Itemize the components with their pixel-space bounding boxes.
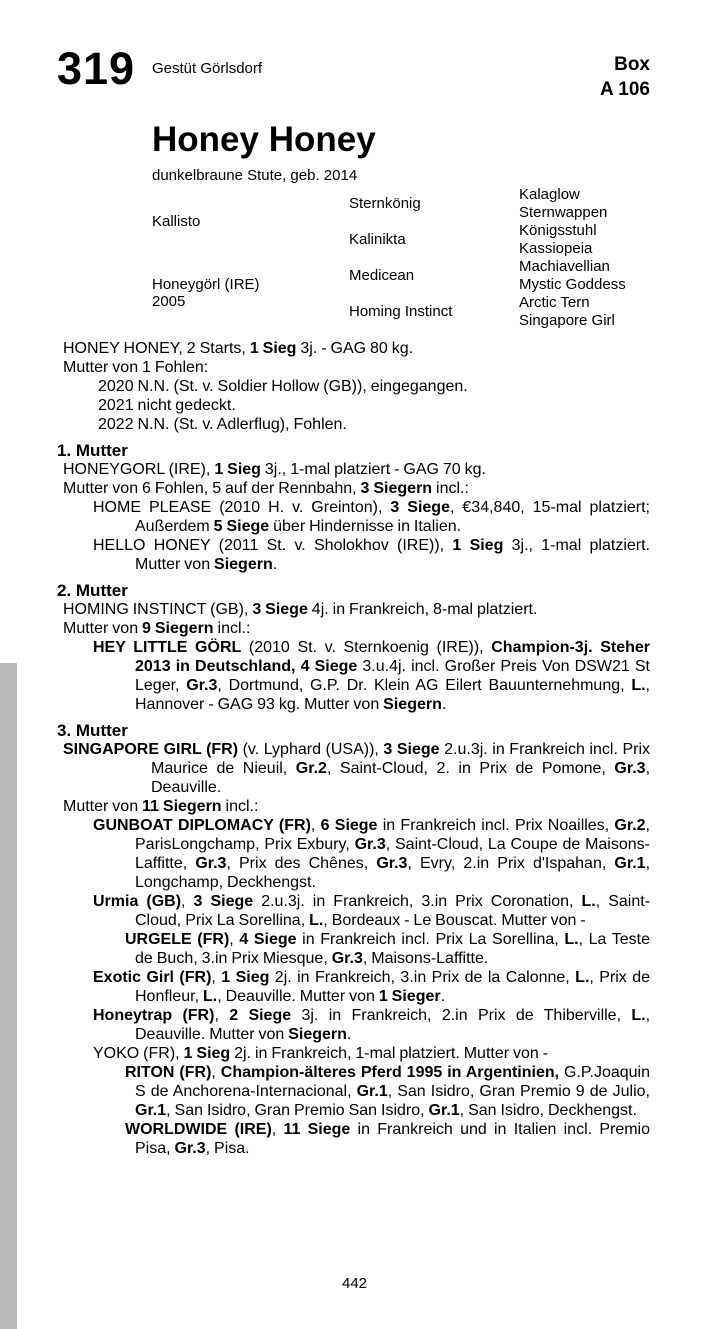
text-run: , San Isidro, Gran Premio San Isidro,	[166, 1102, 429, 1119]
pedigree-name: Singapore Girl	[519, 311, 615, 329]
text-run: .	[441, 696, 447, 713]
text-run: 3j. in Frankreich, 2.in Prix de Thiberville,	[291, 1007, 632, 1024]
text-run: 2.u.3j. in Frankreich, 3.in Prix Coronation,	[253, 893, 582, 910]
pedigree-gen3-cell	[519, 204, 650, 222]
lot-number: 319	[57, 43, 136, 94]
text-run: 2020 N.N. (St. v. Soldier Hollow (GB)), eingegangen.	[98, 378, 468, 395]
bold-text-run: Gr.3	[614, 760, 646, 777]
paragraph	[63, 1063, 650, 1120]
bold-text-run: Gr.1	[614, 855, 646, 872]
box-info	[600, 52, 650, 102]
bold-text-run: URGELE (FR)	[125, 931, 230, 948]
text-run: , Prix des Chênes,	[226, 855, 377, 872]
bold-text-run: Gr.3	[331, 950, 363, 967]
text-run: 2021 nicht gedeckt.	[98, 397, 236, 414]
paragraph	[63, 600, 650, 619]
pedigree-text	[57, 339, 651, 1158]
text-run: HELLO HONEY (2011 St. v. Sholokhov (IRE)),	[93, 537, 453, 554]
page-edge-tab	[0, 663, 17, 1329]
bold-text-run: 6 Siege	[320, 817, 378, 834]
box-label: Box	[614, 54, 650, 75]
pedigree-name: Machiavellian	[519, 257, 610, 275]
horse-name: Honey Honey	[152, 120, 376, 159]
text-run: , Saint-Cloud, Prix La Sorellina,	[135, 893, 651, 929]
paragraph	[63, 740, 650, 797]
text-run: , Hannover - GAG 93 kg. Mutter von	[135, 677, 650, 713]
text-run: incl.:	[213, 620, 251, 637]
text-run: ,	[271, 1121, 284, 1138]
text-run: , Saint-Cloud, 2. in Prix de Pomone,	[326, 760, 615, 777]
bold-text-run: 2 Siege	[229, 1007, 292, 1024]
bold-text-run: 11 Siege	[283, 1121, 351, 1138]
text-run: , La Teste de Buch, 3.in Prix Miesque,	[135, 931, 651, 967]
pedigree-dam-year: 2005	[152, 293, 186, 311]
text-run: ,	[181, 893, 194, 910]
text-run: über Hindernisse in Italien.	[269, 518, 462, 535]
paragraph	[63, 968, 650, 1006]
bold-text-run: Gr.3	[186, 677, 218, 694]
text-run: 3.u.4j. incl. Großer Preis Von DSW21 St Leger,	[135, 658, 651, 694]
bold-text-run: 1 Sieg	[249, 340, 297, 357]
text-run: 3j. - GAG 80 kg.	[296, 340, 414, 357]
paragraph	[63, 816, 650, 892]
bold-text-run: RITON (FR)	[125, 1064, 212, 1081]
paragraph	[63, 377, 650, 396]
text-run: , Deauville. Mutter von	[135, 1007, 651, 1043]
text-run: Mutter von 6 Fohlen, 5 auf der Rennbahn,	[63, 480, 361, 497]
bold-text-run: Siegern	[214, 556, 273, 573]
paragraph	[63, 1120, 650, 1158]
text-run: , Deauville.	[151, 760, 651, 796]
paragraph	[63, 339, 650, 358]
text-run: Mutter von	[63, 798, 143, 815]
bold-text-run: 3 Siege	[193, 893, 254, 910]
pedigree-gen1-column	[152, 186, 349, 329]
text-run: 2022 N.N. (St. v. Adlerflug), Fohlen.	[98, 416, 347, 433]
text-run: , Evry, 2.in Prix d'Ispahan,	[407, 855, 615, 872]
text-run: in Frankreich incl. Prix La Sorellina,	[296, 931, 565, 948]
text-run: , Bordeaux - Le Bouscat. Mutter von -	[323, 912, 586, 929]
paragraph	[63, 479, 650, 498]
text-run: , Prix de Honfleur,	[135, 969, 651, 1005]
pedigree-name: Sternkönig	[349, 195, 421, 213]
bold-text-run: L.	[631, 677, 646, 694]
paragraph	[63, 396, 650, 415]
pedigree-gen3-cell	[519, 293, 650, 311]
bold-text-run: 3 Siegern	[360, 480, 433, 497]
pedigree-name: Homing Instinct	[349, 302, 453, 320]
pedigree-gen3-cell	[519, 186, 650, 204]
paragraph	[63, 797, 650, 816]
pedigree-name: Medicean	[349, 266, 415, 284]
section-heading: 2. Mutter	[57, 581, 128, 600]
bold-text-run: Gr.2	[614, 817, 646, 834]
text-run: ,	[211, 1064, 221, 1081]
bold-text-run: 9 Siegern	[142, 620, 214, 637]
section-heading: 3. Mutter	[57, 721, 128, 740]
text-run: ,	[229, 931, 240, 948]
text-run: , Maisons-Laffitte.	[362, 950, 489, 967]
pedigree-gen2-column	[349, 186, 519, 329]
pedigree-name: Arctic Tern	[519, 293, 590, 311]
paragraph	[63, 498, 650, 536]
bold-text-run: L.	[564, 931, 579, 948]
pedigree-sire-name: Kallisto	[152, 213, 201, 231]
pedigree-table	[152, 186, 650, 329]
text-run: , San Isidro, Deckhengst.	[459, 1102, 637, 1119]
bold-text-run: Gr.1	[428, 1102, 460, 1119]
page-number: 442	[341, 1275, 368, 1292]
bold-text-run: 1 Sieg	[452, 537, 504, 554]
bold-text-run: HEY LITTLE GÖRL	[93, 639, 242, 656]
text-run: 2j. in Frankreich, 1-mal platziert. Mutter von -	[230, 1045, 549, 1062]
text-run: , Dortmund, G.P. Dr. Klein AG Eilert Bauunternehmung,	[217, 677, 632, 694]
text-run: Mutter von	[63, 620, 143, 637]
bold-text-run: 3 Siege	[383, 741, 440, 758]
bold-text-run: Gr.3	[174, 1140, 206, 1157]
box-number: A 106	[600, 79, 650, 100]
text-run: in Frankreich incl. Prix Noailles,	[377, 817, 615, 834]
paragraph	[63, 619, 650, 638]
text-run: , Deauville. Mutter von	[217, 988, 379, 1005]
paragraph	[63, 1044, 650, 1063]
paragraph	[63, 892, 650, 930]
pedigree-dam	[152, 258, 349, 330]
pedigree-name: Kalaglow	[519, 186, 580, 204]
text-run: .	[440, 988, 446, 1005]
bold-text-run: 5 Siege	[213, 518, 270, 535]
pedigree-gen3-cell	[519, 311, 650, 329]
text-run: HOMING INSTINCT (GB),	[63, 601, 253, 618]
paragraph	[63, 1006, 650, 1044]
bold-text-run: Urmia (GB)	[93, 893, 182, 910]
text-run: (v. Lyphard (USA)),	[238, 741, 384, 758]
text-run: ,	[310, 817, 321, 834]
text-run: 2.u.3j. in Frankreich incl. Prix Maurice de Nieuil,	[151, 741, 650, 777]
pedigree-name: Königsstuhl	[519, 222, 597, 240]
pedigree-gen2-cell	[349, 222, 519, 258]
bold-text-run: L.	[631, 1007, 646, 1024]
bold-text-run: L.	[575, 969, 590, 986]
section-heading: 1. Mutter	[57, 441, 128, 460]
bold-text-run: Gr.2	[295, 760, 327, 777]
text-run: , San Isidro, Gran Premio 9 de Julio,	[387, 1083, 650, 1100]
paragraph	[63, 358, 650, 377]
paragraph	[63, 536, 650, 574]
pedigree-gen2-cell	[349, 186, 519, 222]
bold-text-run: 1 Sieg	[214, 461, 261, 478]
bold-text-run: Champion-3j. Steher 2013 in Deutschland, 4 Siege	[135, 639, 651, 675]
bold-text-run: 3 Siege	[390, 499, 450, 516]
bold-text-run: Gr.1	[135, 1102, 167, 1119]
paragraph	[63, 415, 650, 434]
pedigree-gen3-cell	[519, 222, 650, 240]
text-run: .	[346, 1026, 352, 1043]
pedigree-gen2-cell	[349, 258, 519, 294]
pedigree-gen3-cell	[519, 275, 650, 293]
bold-text-run: L.	[581, 893, 596, 910]
text-run: , ParisLongchamp, Prix Exbury,	[135, 817, 650, 853]
text-run: 3j., 1-mal platziert - GAG 70 kg.	[260, 461, 486, 478]
bold-text-run: Gr.3	[195, 855, 227, 872]
pedigree-gen3-cell	[519, 240, 650, 258]
text-run: , Pisa.	[205, 1140, 250, 1157]
paragraph	[63, 930, 650, 968]
bold-text-run: Gr.3	[354, 836, 386, 853]
text-run: , Saint-Cloud, La Coupe de Maisons-Laffitte,	[135, 836, 650, 872]
text-run: 2j. in Frankreich, 3.in Prix de la Calonne,	[269, 969, 576, 986]
bold-text-run: 4 Siege	[239, 931, 297, 948]
paragraph	[63, 638, 650, 714]
bold-text-run: L.	[309, 912, 324, 929]
bold-text-run: WORLDWIDE (IRE)	[125, 1121, 272, 1138]
paragraph	[63, 460, 650, 479]
bold-text-run: Gr.3	[376, 855, 408, 872]
text-run: incl.:	[221, 798, 259, 815]
bold-text-run: Exotic Girl (FR)	[93, 969, 212, 986]
bold-text-run: L.	[202, 988, 218, 1005]
text-run: , Longchamp, Deckhengst.	[135, 855, 651, 891]
bold-text-run: SINGAPORE GIRL (FR)	[63, 741, 239, 758]
text-run: HONEY HONEY, 2 Starts,	[63, 340, 250, 357]
pedigree-gen2-cell	[349, 293, 519, 329]
bold-text-run: 1 Sieger	[378, 988, 441, 1005]
bold-text-run: 11 Siegern	[142, 798, 222, 815]
consignor-name: Gestüt Görlsdorf	[152, 60, 263, 77]
pedigree-name: Kalinikta	[349, 231, 406, 249]
pedigree-name: Sternwappen	[519, 204, 608, 222]
text-run: HOME PLEASE (2010 H. v. Greinton),	[93, 499, 391, 516]
text-run: Mutter von 1 Fohlen:	[63, 359, 209, 376]
bold-text-run: 1 Sieg	[221, 969, 270, 986]
text-run: G.P.Joaquin S de Anchorena-Internacional,	[135, 1064, 651, 1100]
pedigree-sire	[152, 186, 349, 258]
text-run: 4j. in Frankreich, 8-mal platziert.	[307, 601, 538, 618]
title-block	[152, 121, 376, 184]
bold-text-run: 3 Siege	[252, 601, 308, 618]
bold-text-run: 1 Sieg	[183, 1045, 231, 1062]
text-run: .	[272, 556, 278, 573]
pedigree-gen3-column	[519, 186, 650, 329]
bold-text-run: Siegern	[288, 1026, 347, 1043]
text-run: YOKO (FR),	[93, 1045, 184, 1062]
pedigree-name: Kassiopeia	[519, 240, 593, 258]
bold-text-run: Siegern	[383, 696, 442, 713]
text-run: , €34,840, 15-mal platziert; Außerdem	[135, 499, 651, 535]
bold-text-run: Honeytrap (FR)	[93, 1007, 215, 1024]
pedigree-name: Mystic Goddess	[519, 275, 626, 293]
pedigree-dam-name: Honeygörl (IRE)	[152, 276, 260, 294]
horse-description: dunkelbraune Stute, geb. 2014	[152, 166, 358, 184]
text-run: ,	[214, 1007, 230, 1024]
pedigree-gen3-cell	[519, 258, 650, 276]
text-run: 3j., 1-mal platziert. Mutter von	[135, 537, 651, 573]
text-run: (2010 St. v. Sternkoenig (IRE)),	[241, 639, 492, 656]
bold-text-run: GUNBOAT DIPLOMACY (FR)	[93, 817, 311, 834]
text-run: in Frankreich und in Italien incl. Premio Pisa,	[135, 1121, 651, 1157]
bold-text-run: Gr.1	[356, 1083, 388, 1100]
bold-text-run: Champion-älteres Pferd 1995 in Argentinien,	[220, 1064, 560, 1081]
text-run: incl.:	[432, 480, 469, 497]
text-run: HONEYGORL (IRE),	[63, 461, 215, 478]
text-run: ,	[211, 969, 222, 986]
